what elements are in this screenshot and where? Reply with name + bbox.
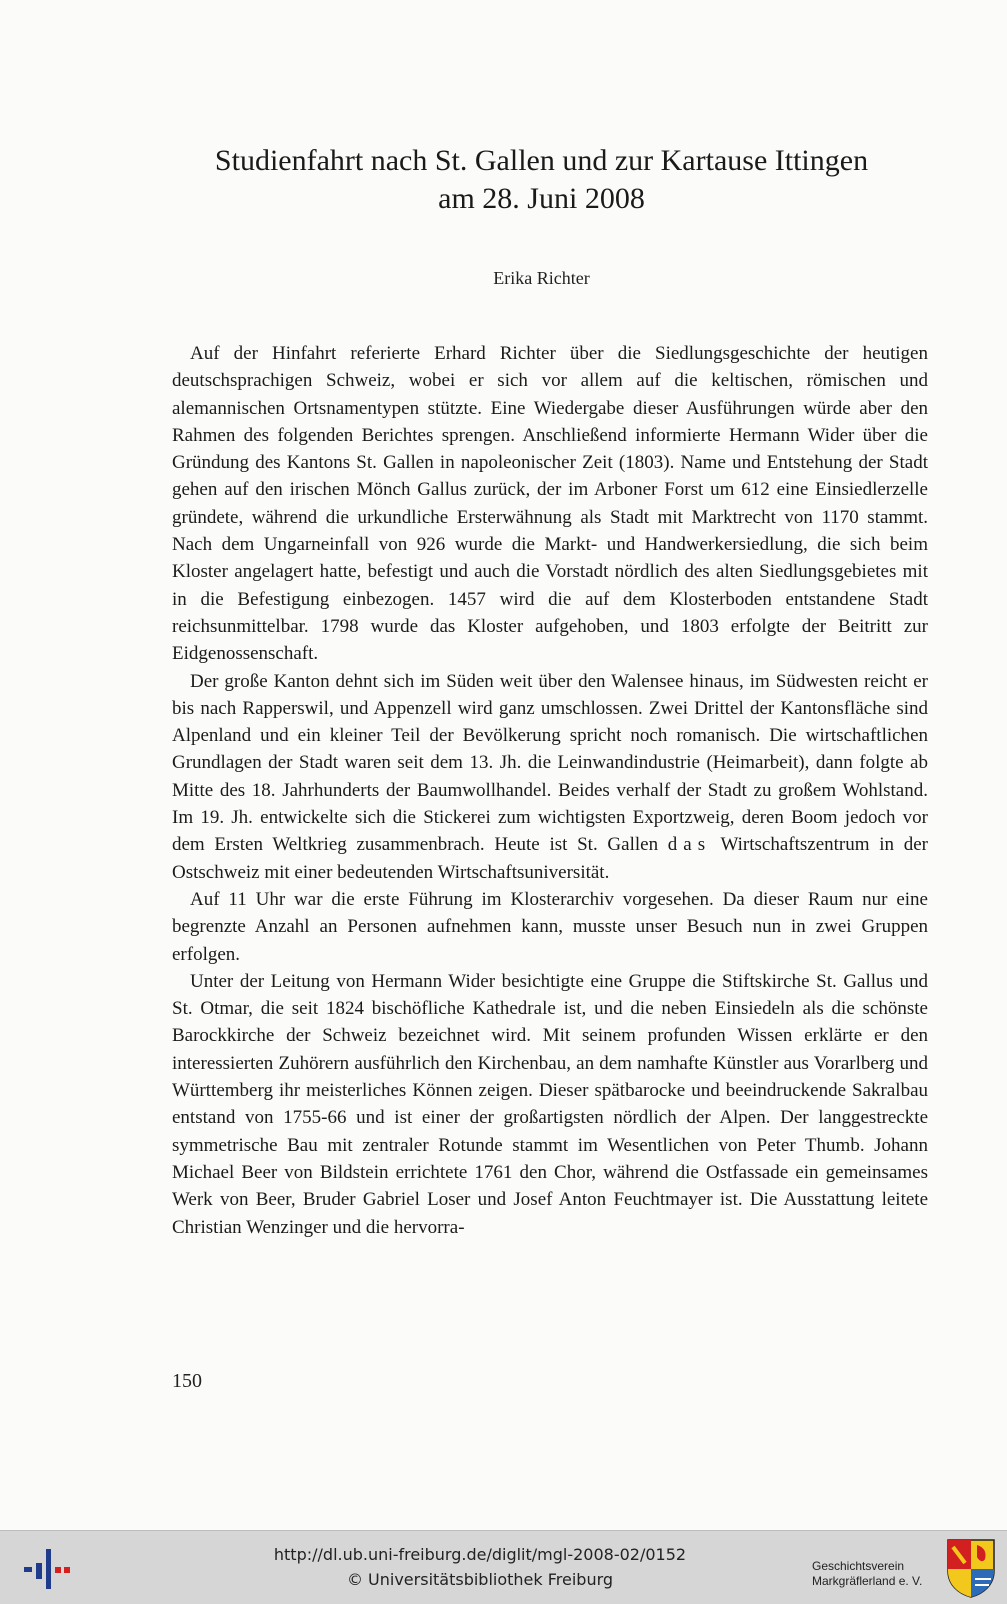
title-line-1: Studienfahrt nach St. Gallen und zur Kartause Ittingen [214,144,869,177]
society-name [812,1559,922,1589]
society-name-line-1: Geschichtsverein [812,1559,905,1573]
paragraph-2-part-1: Der große Kanton dehnt sich im Süden weit über den Walensee hinaus, im Südwesten reicht er bis nach Rapperswil, und Appenzell wird ganz umschlossen. Zwei Drittel der Kantonsfläche sind Alpenland und ein kleiner Teil der Bevölkerung spricht noch romanisch. Die wirtschaftlichen Grundlagen der Stadt waren seit dem 13. Jh. die Leinwandindustrie (Heimarbeit), dann folgte ab Mitte des 18. Jahrhunderts der Baumwollhandel. Beides verhalf der Stadt zu großem Wohlstand. Im 19. Jh. entwickelte sich die Stickerei zum wichtigsten Exportzweig, deren Boom jedoch vor dem Ersten Weltkrieg zusammenbrach. Heute ist St. Gallen [172,670,928,856]
page-number: 150 [172,1370,202,1392]
library-logo-icon [22,1547,72,1591]
footer-citation [200,1543,760,1593]
paragraph-2-part-2: Wirtschaftszentrum in der Ostschweiz mit einer bedeutenden Wirtschaftsuniversität. [172,834,928,883]
article-body [172,340,928,1241]
footer-bar [0,1530,1007,1604]
footer-url-link[interactable]: http://dl.ub.uni-freiburg.de/diglit/mgl-2008-02/0152 [273,1545,687,1564]
coat-of-arms-icon [945,1537,997,1599]
emphasized-word: das [667,834,712,856]
footer-copyright: © Universitätsbibliothek Freiburg [346,1570,614,1589]
title-line-2: am 28. Juni 2008 [438,182,645,215]
author-name: Erika Richter [493,268,590,288]
paragraph-1: Auf der Hinfahrt referierte Erhard Richter über die Siedlungsgeschichte der heutigen deutschsprachigen Schweiz, wobei er sich vor allem auf die keltischen, römischen und alemannischen Ortsnamentypen stützte. Eine Wiedergabe dieser Ausführungen würde aber den Rahmen des folgenden Berichtes sprengen. Anschließend informierte Hermann Wider über die Gründung des Kantons St. Gallen in napoleonischer Zeit (1803). Name und Entstehung der Stadt gehen auf den irischen Mönch Gallus zurück, der im Arboner Forst um 612 eine Einsiedlerzelle gründete, während die urkundliche Ersterwähnung als Stadt mit Marktrecht von 1170 stammt. Nach dem Ungarneinfall von 926 wurde die Markt- und Handwerkersiedlung, die sich beim Kloster angelagert hatte, befestigt und auch die Vorstadt nördlich des alten Siedlungsgebietes mit in die Befestigung einbezogen. 1457 wird die auf dem Klosterboden entstandene Stadt reichsunmittelbar. 1798 wurde das Kloster aufgehoben, und 1803 erfolgte der Beitritt zur Eidgenossenschaft. [172,343,928,665]
society-name-line-2: Markgräflerland e. V. [812,1574,923,1588]
paragraph-2 [172,668,928,886]
article-title [0,142,1007,218]
paragraph-4: Unter der Leitung von Hermann Wider besichtigte eine Gruppe die Stiftskirche St. Gallus und St. Otmar, die seit 1824 bischöfliche Kathedrale ist, und die neben Einsiedeln als die schönste Barockkirche der Schweiz bezeichnet wird. Mit seinem profunden Wissen erklärte er den interessierten Zuhörern ausführlich den Kirchenbau, an dem namhafte Künstler aus Vorarlberg und Württemberg ihr meisterliches Können zeigen. Dieser spätbarocke und beeindruckende Sakralbau entstand von 1755-66 und ist einer der großartigsten nördlich der Alpen. Der langgestreckte symmetrische Bau mit zentraler Rotunde stammt im Wesentlichen von Peter Thumb. Johann Michael Beer von Bildstein errichtete 1761 den Chor, während die Ostfassade ein gemeinsames Werk von Beer, Bruder Gabriel Loser und Josef Anton Feuchtmayer ist. Die Ausstattung leitete Christian Wenzinger und die hervorra- [172,970,928,1238]
paragraph-3: Auf 11 Uhr war die erste Führung im Klosterarchiv vorgesehen. Da dieser Raum nur eine begrenzte Anzahl an Personen aufnehmen kann, musste unser Besuch nun in zwei Gruppen erfolgen. [172,888,928,965]
